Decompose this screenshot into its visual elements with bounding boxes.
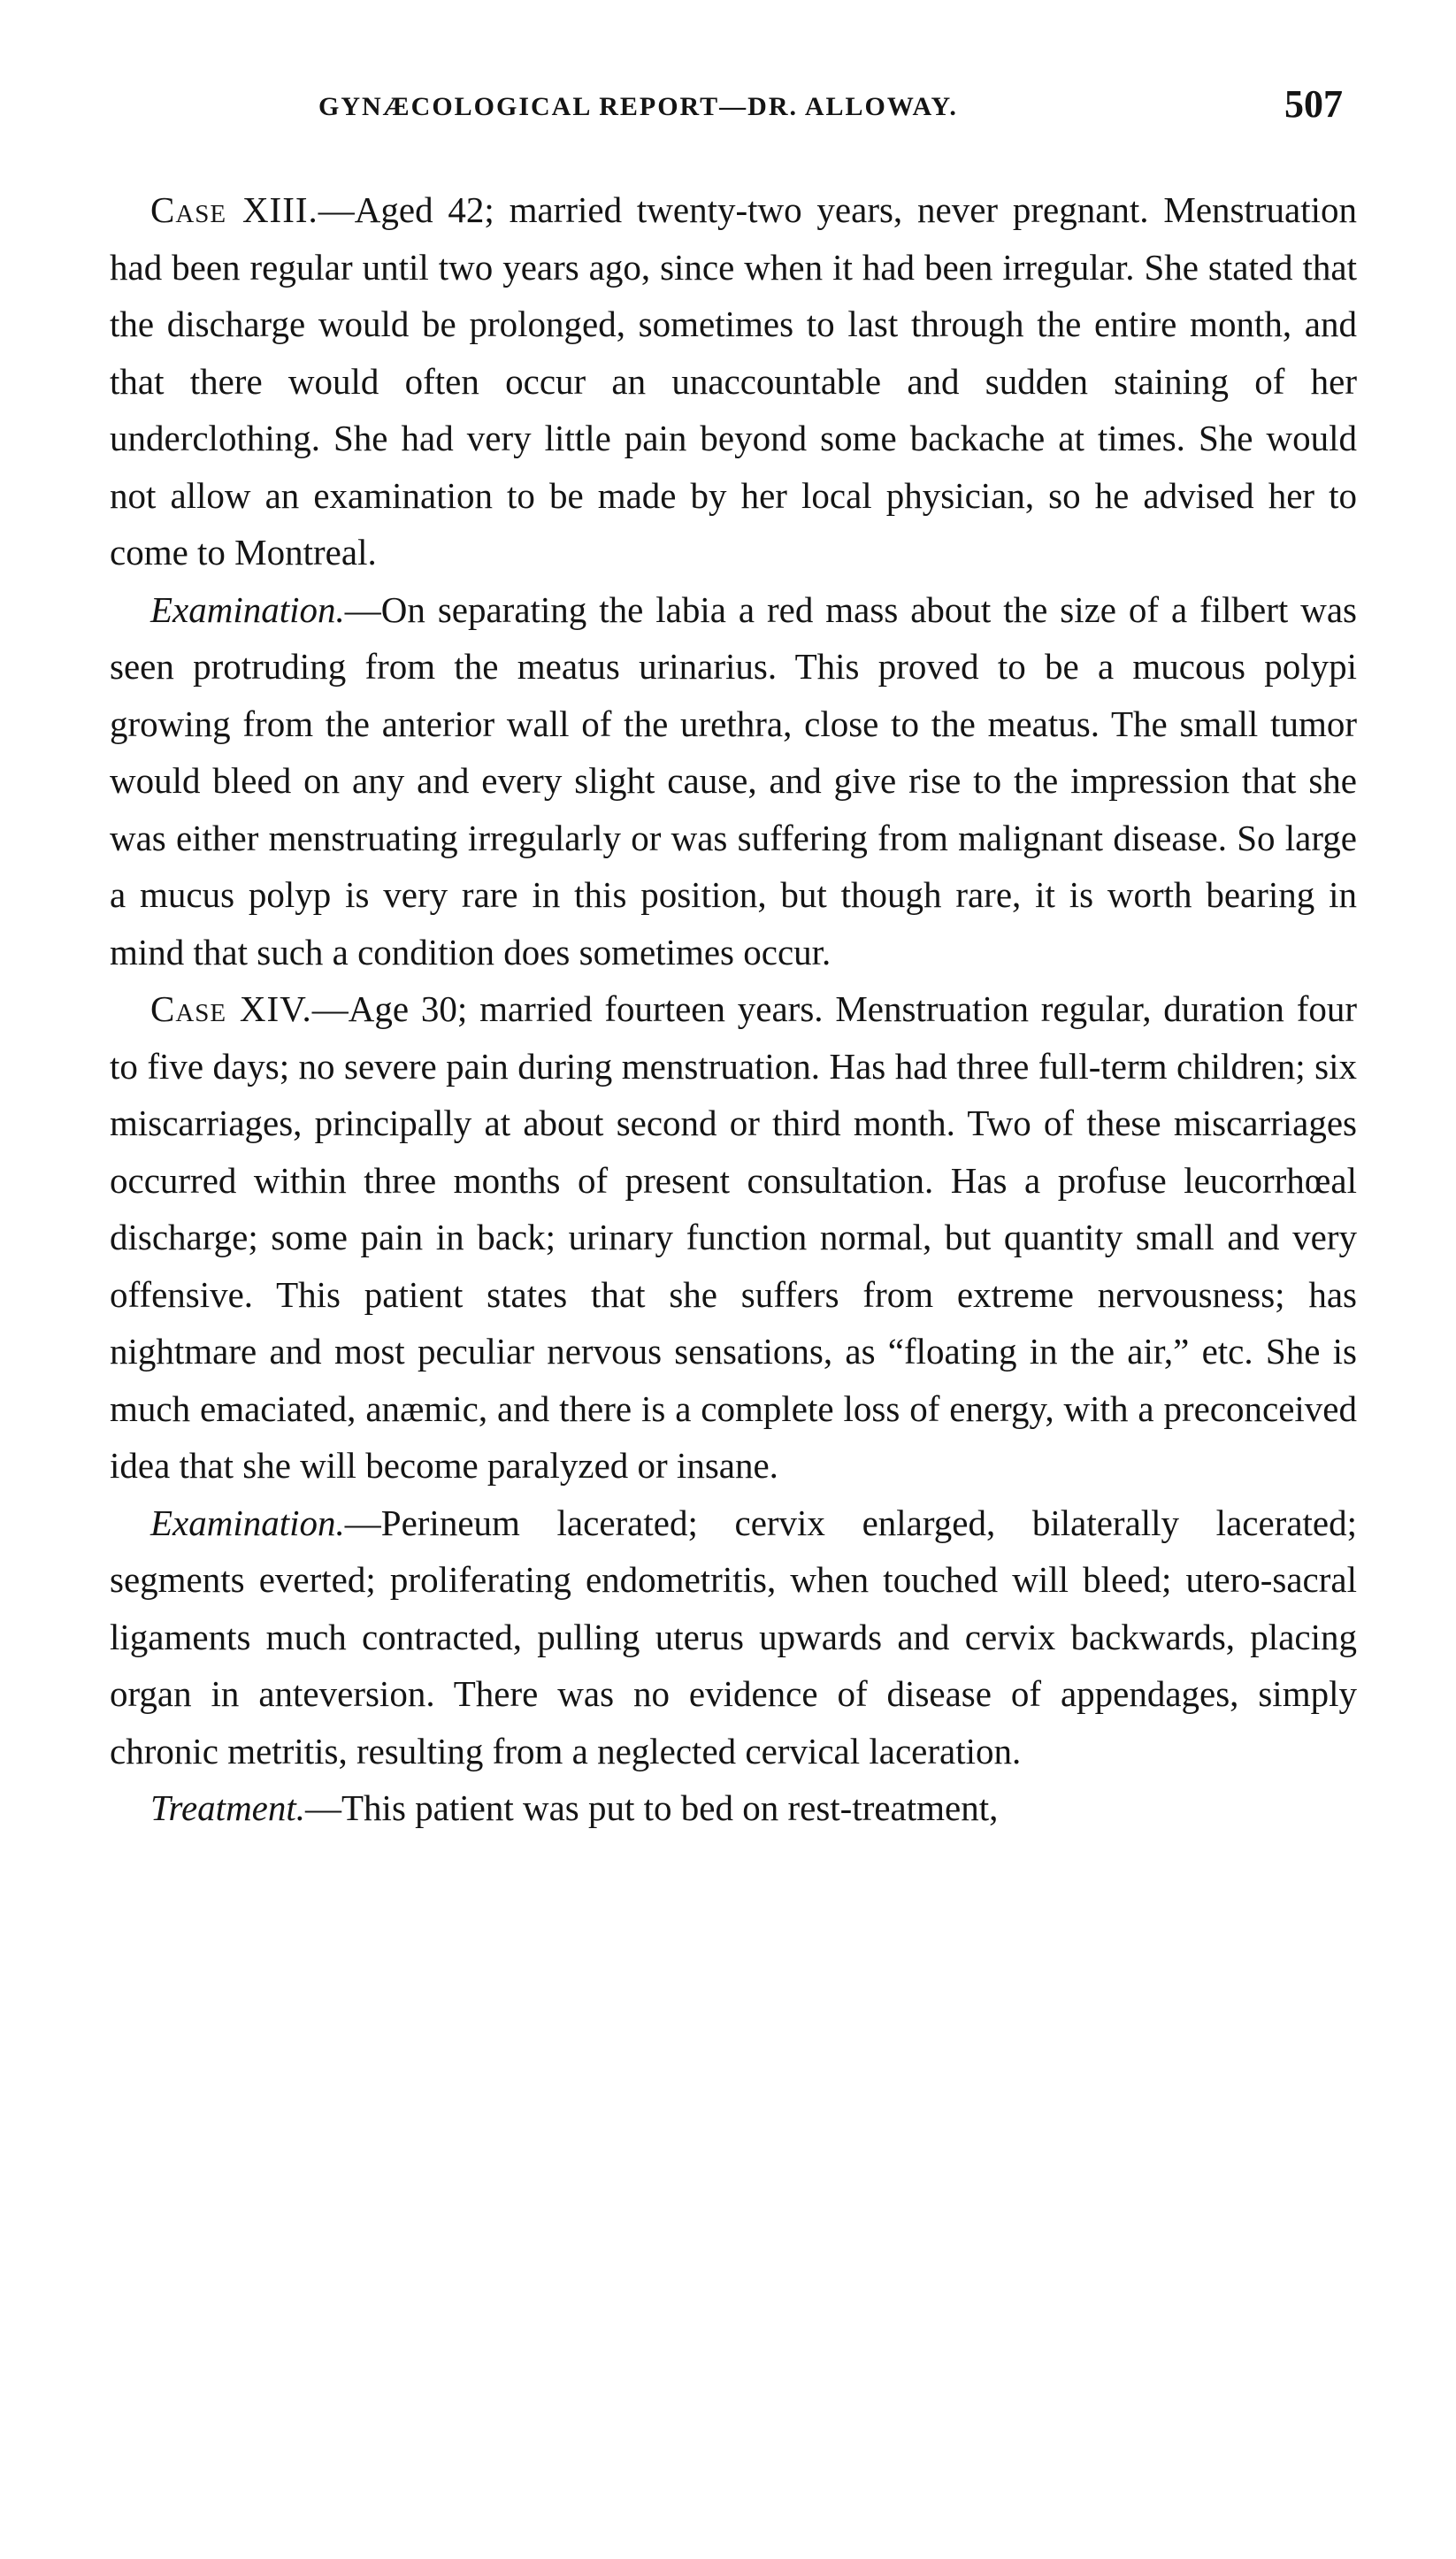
examination-xiii-text: —On separating the labia a red mass about the size of a filbert was seen protruding from the meatus urinarius. This proved to be a mucous polypi growing from the anterior wall of the urethra, close to the meatus. The small tumor would bleed on any and every slight cause, and give rise to the impression that she was either menstruating irregularly or was suffering from malignant disease. So large a mucus polyp is very rare in this position, but though rare, it is worth bearing in mind that such a condition does sometimes occur. bbox=[110, 588, 1357, 972]
body-text bbox=[110, 181, 1357, 1837]
paragraph-examination-xiv bbox=[110, 1495, 1357, 1780]
case-xiv-label: Case XIV. bbox=[150, 988, 312, 1029]
examination-xiv-text: —Perineum lacerated; cervix enlarged, bilaterally lacerated; segments everted; proliferating endometritis, when touched will bleed; utero-sacral ligaments much contracted, pulling uterus upwards and cervix backwards, placing organ in anteversion. There was no evidence of disease of appendages, simply chronic metritis, resulting from a neglected cervical laceration. bbox=[110, 1502, 1357, 1771]
examination-xiv-label: Examination. bbox=[150, 1502, 345, 1543]
case-xiv-text: —Age 30; married fourteen years. Menstruation regular, duration four to five days; no severe pain during menstruation. Has had three full-term children; six miscarriages, principally at about second or third month. Two of these miscarriages occurred within three months of present consultation. Has a profuse leucorrhœal discharge; some pain in back; urinary function normal, but quantity small and very offensive. This patient states that she suffers from extreme nervousness; has nightmare and most peculiar nervous sensations, as “floating in the air,” etc. She is much emaciated, anæmic, and there is a complete loss of energy, with a preconceived idea that she will become paralyzed or insane. bbox=[110, 988, 1358, 1486]
page-number: 507 bbox=[1284, 82, 1343, 126]
treatment-label: Treatment. bbox=[150, 1787, 306, 1828]
case-xiii-label: Case XIII. bbox=[150, 189, 318, 230]
paragraph-examination-xiii bbox=[110, 581, 1357, 981]
case-xiii-text: —Aged 42; married twenty-two years, never pregnant. Menstruation had been regular until two years ago, since when it had been irregular. She stated that the discharge would be prolonged, sometimes to last through the entire month, and that there would often occur an unaccountable and sudden staining of her underclothing. She had very little pain beyond some backache at times. She would not allow an examination to be made by her local physician, so he advised her to come to Montreal. bbox=[110, 189, 1357, 573]
paragraph-case-xiv bbox=[110, 980, 1357, 1495]
treatment-text: —This patient was put to bed on rest-treatment, bbox=[305, 1787, 999, 1828]
paragraph-case-xiii bbox=[110, 181, 1357, 581]
examination-xiii-label: Examination. bbox=[150, 588, 345, 630]
running-head: GYNÆCOLOGICAL REPORT—DR. ALLOWAY. bbox=[318, 92, 958, 121]
paragraph-treatment bbox=[110, 1779, 1357, 1837]
